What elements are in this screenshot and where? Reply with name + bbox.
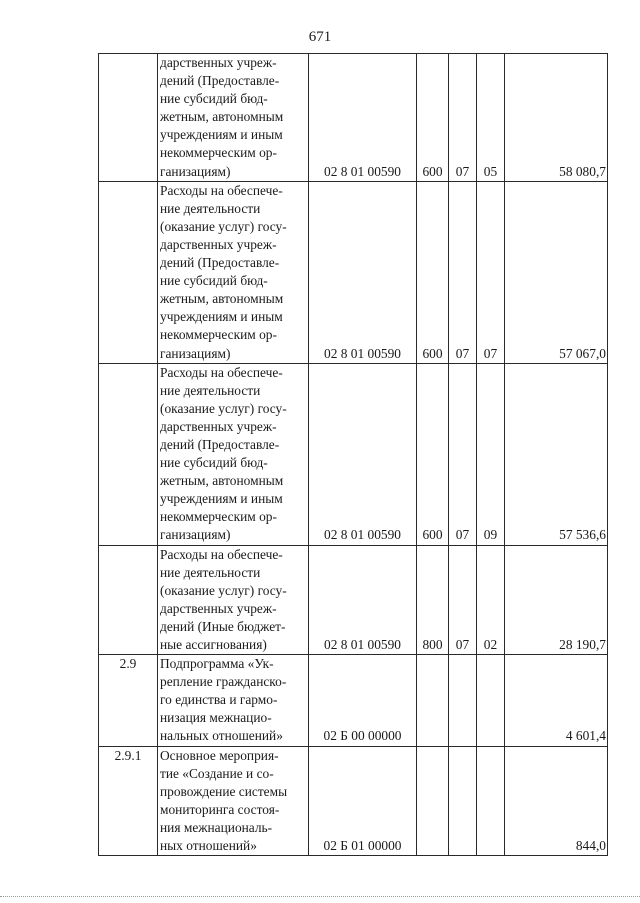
row-name-cell <box>158 54 309 182</box>
budget-table <box>98 53 608 856</box>
row-vr-code-cell: 600 <box>417 54 449 182</box>
row-name-line: ние деятельности <box>160 200 261 216</box>
row-pr-code-cell <box>477 746 505 856</box>
row-name-line: жетным, автономным <box>160 291 284 307</box>
row-name-line: учреждениям и иным <box>160 127 283 143</box>
row-name-line: ных отношений» <box>160 838 257 854</box>
row-name-line: Расходы на обеспече- <box>160 546 283 562</box>
row-rz-code-cell <box>449 746 477 856</box>
table-row <box>99 54 608 182</box>
row-name-line: ние субсидий бюд- <box>160 91 268 107</box>
row-number-cell <box>99 545 158 655</box>
row-sum-cell: 4 601,4 <box>505 655 608 746</box>
row-name-line: жетным, автономным <box>160 109 284 125</box>
row-csr-code-cell: 02 8 01 00590 <box>309 545 417 655</box>
row-sum-cell: 844,0 <box>505 746 608 856</box>
row-name-line: Подпрограмма «Ук- <box>160 656 274 672</box>
row-vr-code-cell: 800 <box>417 545 449 655</box>
row-name-line: ние субсидий бюд- <box>160 273 268 289</box>
row-vr-code-cell <box>417 746 449 856</box>
row-name-cell <box>158 655 309 746</box>
row-name-line: ганизациям) <box>160 527 231 543</box>
row-rz-code-cell: 07 <box>449 545 477 655</box>
row-pr-code-cell: 05 <box>477 54 505 182</box>
row-number-cell <box>99 54 158 182</box>
row-name-cell <box>158 545 309 655</box>
row-pr-code-cell: 07 <box>477 181 505 363</box>
row-rz-code-cell: 07 <box>449 363 477 545</box>
row-csr-code-cell: 02 Б 01 00000 <box>309 746 417 856</box>
row-sum-cell: 58 080,7 <box>505 54 608 182</box>
row-name-line: дений (Предоставле- <box>160 436 280 452</box>
row-name-line: дений (Иные бюджет- <box>160 618 286 634</box>
row-name-line: мониторинга состоя- <box>160 801 280 817</box>
page-number: 671 <box>308 29 332 45</box>
scan-edge-line <box>0 896 640 897</box>
row-rz-code-cell <box>449 655 477 746</box>
row-number-cell <box>99 181 158 363</box>
row-name-line: некоммерческим ор- <box>160 327 277 343</box>
row-name-line: дарственных учреж- <box>160 236 277 252</box>
row-name-line: ния межнациональ- <box>160 819 273 835</box>
table-row <box>99 655 608 746</box>
row-csr-code-cell: 02 8 01 00590 <box>309 363 417 545</box>
row-number-cell: 2.9.1 <box>99 746 158 856</box>
row-csr-code-cell: 02 Б 00 00000 <box>309 655 417 746</box>
row-name-line: ганизациям) <box>160 345 231 361</box>
row-csr-code-cell: 02 8 01 00590 <box>309 181 417 363</box>
row-pr-code-cell: 09 <box>477 363 505 545</box>
row-name-line: ние деятельности <box>160 382 261 398</box>
row-name-line: дарственных учреж- <box>160 418 277 434</box>
row-vr-code-cell: 600 <box>417 363 449 545</box>
table-row <box>99 181 608 363</box>
row-name-cell <box>158 363 309 545</box>
row-number-cell <box>99 363 158 545</box>
row-name-line: некоммерческим ор- <box>160 509 277 525</box>
row-name-line: Основное мероприя- <box>160 747 279 763</box>
row-name-line: провождение системы <box>160 783 288 799</box>
row-name-line: (оказание услуг) госу- <box>160 400 287 416</box>
row-sum-cell: 57 067,0 <box>505 181 608 363</box>
row-name-line: некоммерческим ор- <box>160 145 277 161</box>
budget-table-body <box>99 54 608 856</box>
row-name-cell <box>158 746 309 856</box>
table-row <box>99 363 608 545</box>
row-name-line: нальных отношений» <box>160 728 283 744</box>
row-vr-code-cell <box>417 655 449 746</box>
row-pr-code-cell: 02 <box>477 545 505 655</box>
row-name-line: Расходы на обеспече- <box>160 364 283 380</box>
row-name-line: учреждениям и иным <box>160 309 283 325</box>
row-name-line: жетным, автономным <box>160 473 284 489</box>
table-row <box>99 746 608 856</box>
row-name-line: дений (Предоставле- <box>160 255 280 271</box>
row-name-line: репление гражданско- <box>160 674 287 690</box>
row-name-line: низация межнацио- <box>160 710 272 726</box>
row-name-line: ние деятельности <box>160 564 261 580</box>
row-name-line: (оказание услуг) госу- <box>160 582 287 598</box>
row-name-line: ние субсидий бюд- <box>160 455 268 471</box>
table-row <box>99 545 608 655</box>
row-name-line: (оказание услуг) госу- <box>160 218 287 234</box>
row-name-cell <box>158 181 309 363</box>
row-sum-cell: 28 190,7 <box>505 545 608 655</box>
row-vr-code-cell: 600 <box>417 181 449 363</box>
row-name-line: дарственных учреж- <box>160 600 277 616</box>
row-rz-code-cell: 07 <box>449 181 477 363</box>
row-name-line: ные ассигнования) <box>160 637 267 652</box>
row-name-line: тие «Создание и со- <box>160 765 274 781</box>
row-name-line: го единства и гармо- <box>160 692 278 708</box>
row-name-line: учреждениям и иным <box>160 491 283 507</box>
row-name-line: Расходы на обеспече- <box>160 182 283 198</box>
row-number-cell: 2.9 <box>99 655 158 746</box>
row-name-line: дений (Предоставле- <box>160 73 280 89</box>
row-sum-cell: 57 536,6 <box>505 363 608 545</box>
row-rz-code-cell: 07 <box>449 54 477 182</box>
row-csr-code-cell: 02 8 01 00590 <box>309 54 417 182</box>
row-name-line: ганизациям) <box>160 163 231 179</box>
row-pr-code-cell <box>477 655 505 746</box>
row-name-line: дарственных учреж- <box>160 55 277 70</box>
